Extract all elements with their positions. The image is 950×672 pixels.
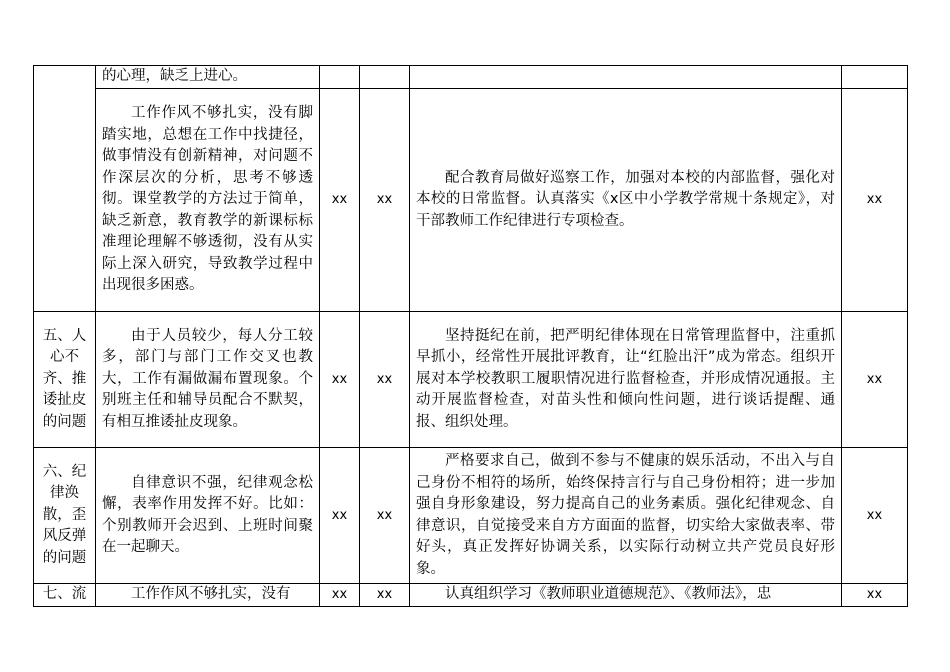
measure-cell: 认真组织学习《教师职业道德规范》、《教师法》，忠 [410,584,842,607]
mark-cell-c: xx [842,584,908,607]
category-cell: 七、流 [34,584,96,607]
mark-cell-a [320,66,360,89]
measure-cell: 坚持挺纪在前，把严明纪律体现在日常管理监督中，注重抓早抓小，经常性开展批评教育，让“红脸出汗”成为常态。组织开展对本学校教职工履职情况进行监督检查，并形成情况通报。主动开展监督检查，对苗头性和倾向性问题，进行谈话提醒、通报、组织处理。 [410,312,842,448]
mark-cell-b: xx [360,89,410,312]
table-row [34,584,908,607]
mark-cell-c [842,66,908,89]
mark-cell-b: xx [360,312,410,448]
table-row [34,312,908,448]
mark-cell-a: xx [320,584,360,607]
problem-cell: 的心理，缺乏上进心。 [96,66,320,89]
problem-cell: 由于人员较少，每人分工较多，部门与部门工作交叉也教大，工作有漏做漏布置现象。个别班主任和辅导员配合不默契，有相互推诿扯皮现象。 [96,312,320,448]
measure-cell: 严格要求自己，做到不参与不健康的娱乐活动，不出入与自己身份不相符的场所，始终保持言行与自己身份相符；进一步加强自身形象建设，努力提高自己的业务素质。强化纪律观念、自律意识，自觉接受来自方方面面的监督，切实给大家做表率、带好头，真正发挥好协调关系，以实际行动树立共产党员良好形象。 [410,448,842,584]
category-cell: 六、纪律涣散，歪风反弹的问题 [34,448,96,584]
measures-table [33,65,908,607]
mark-cell-c: xx [842,89,908,312]
mark-cell-a: xx [320,89,360,312]
table-row [34,66,908,89]
mark-cell-c: xx [842,448,908,584]
mark-cell-b [360,66,410,89]
mark-cell-b: xx [360,584,410,607]
measure-cell [410,66,842,89]
table-row [34,448,908,584]
category-cell [34,66,96,312]
category-cell: 五、人心不齐、推诿扯皮的问题 [34,312,96,448]
problem-cell: 工作作风不够扎实，没有 [96,584,320,607]
problem-cell: 工作作风不够扎实，没有脚踏实地，总想在工作中找捷径，做事情没有创新精神，对问题不作深层次的分析，思考不够透彻。课堂教学的方法过于简单，缺乏新意，教育教学的新课标标准理论理解不够透彻，没有从实际上深入研究，导致教学过程中出现很多困惑。 [96,89,320,312]
mark-cell-a: xx [320,312,360,448]
table-row [34,89,908,312]
mark-cell-c: xx [842,312,908,448]
mark-cell-b: xx [360,448,410,584]
problem-cell: 自律意识不强，纪律观念松懈，表率作用发挥不好。比如：个别教师开会迟到、上班时间聚在一起聊天。 [96,448,320,584]
measure-cell: 配合教育局做好巡察工作，加强对本校的内部监督，强化对本校的日常监督。认真落实《x区中小学教学常规十条规定》，对干部教师工作纪律进行专项检查。 [410,89,842,312]
mark-cell-a: xx [320,448,360,584]
